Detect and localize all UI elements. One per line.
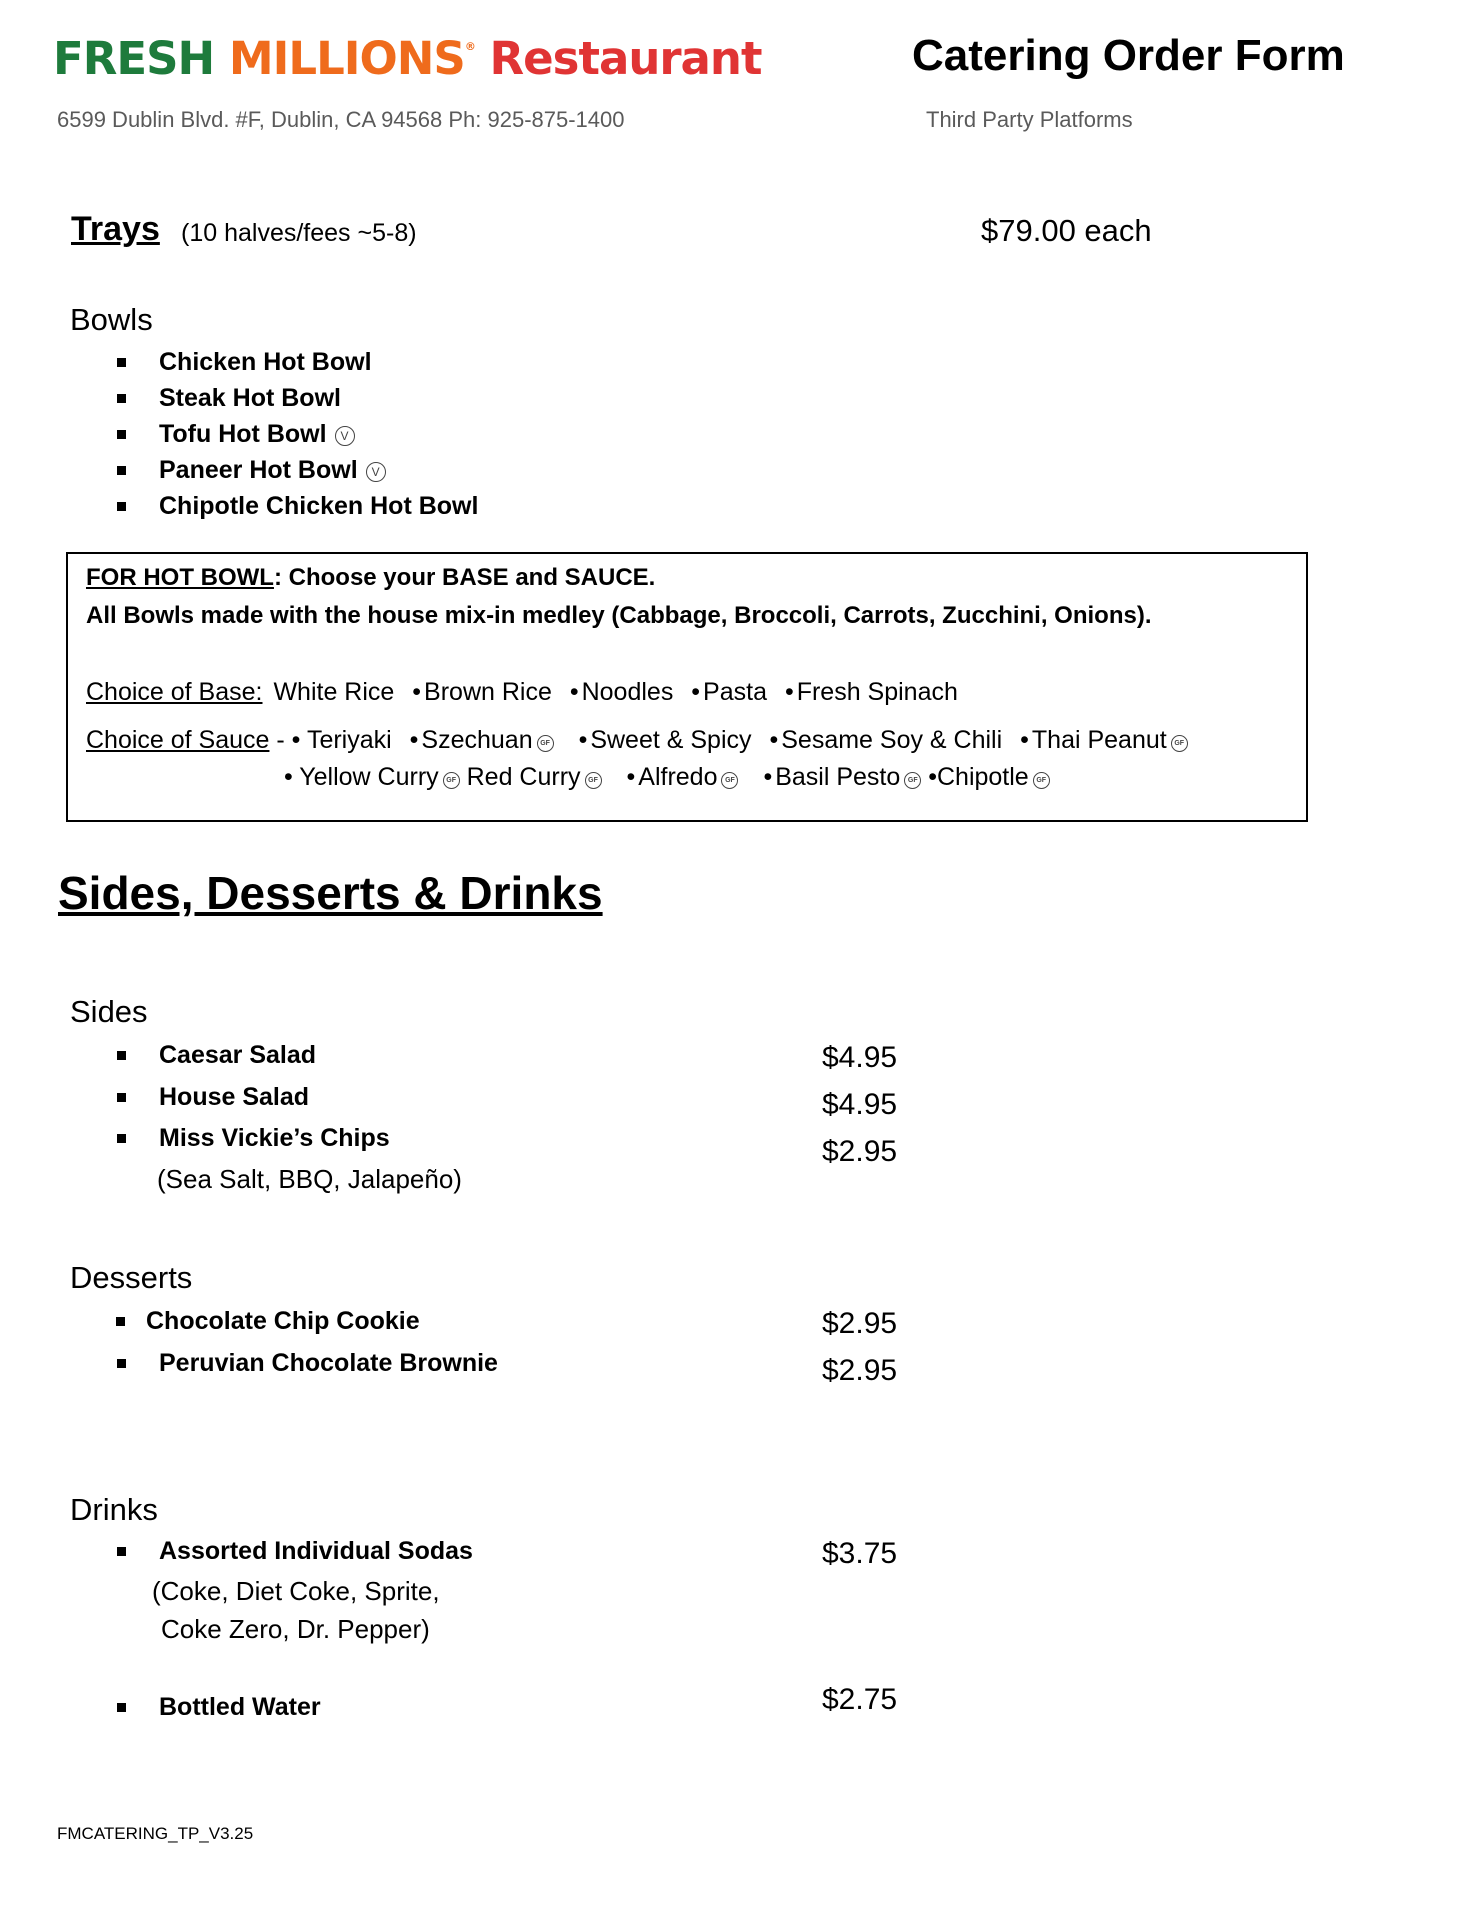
logo-restaurant: Restaurant xyxy=(489,32,762,85)
bowls-heading: Bowls xyxy=(70,302,153,337)
medley-note: All Bowls made with the house mix-in medley (Cabbage, Broccoli, Carrots, Zucchini, Onions). xyxy=(86,602,1152,629)
list-item: Peruvian Chocolate Brownie xyxy=(159,1349,498,1378)
list-item: House Salad xyxy=(159,1083,309,1112)
restaurant-address: 6599 Dublin Blvd. #F, Dublin, CA 94568 Ph: 925-875-1400 xyxy=(57,107,625,132)
bullet-icon xyxy=(117,466,126,475)
bullet-icon xyxy=(117,394,126,403)
sides-heading: Sides xyxy=(70,994,148,1029)
gluten-free-icon: GF xyxy=(1033,772,1050,789)
form-version-code: FMCATERING_TP_V3.25 xyxy=(57,1824,254,1843)
price: $3.75 xyxy=(822,1537,898,1570)
bullet-icon xyxy=(117,1547,126,1556)
list-item: Chocolate Chip Cookie xyxy=(146,1307,420,1336)
logo-registered-mark: ® xyxy=(464,40,475,53)
bullet-icon xyxy=(117,1134,126,1143)
list-item: Paneer Hot Bowl V xyxy=(159,456,386,485)
list-item: Tofu Hot Bowl V xyxy=(159,420,355,449)
gluten-free-icon: GF xyxy=(585,772,602,789)
gluten-free-icon: GF xyxy=(443,772,460,789)
section-title: Sides, Desserts & Drinks xyxy=(58,867,603,919)
soda-options-line-1: (Coke, Diet Coke, Sprite, xyxy=(152,1576,440,1606)
price: $4.95 xyxy=(822,1088,898,1121)
hot-bowl-instructions: FOR HOT BOWL: Choose your BASE and SAUCE. xyxy=(86,564,656,591)
list-item: Steak Hot Bowl xyxy=(159,384,341,413)
list-item: Chicken Hot Bowl xyxy=(159,348,372,377)
trays-price: $79.00 each xyxy=(981,213,1152,248)
sauce-choices-row-2: • Yellow Curry GF Red Curry GF • Alfredo GF • Basil Pesto GF •Chipotle GF xyxy=(284,763,1050,792)
bullet-icon xyxy=(117,1359,126,1368)
list-item: Bottled Water xyxy=(159,1693,321,1722)
restaurant-logo xyxy=(53,32,762,85)
trays-title: Trays xyxy=(71,210,160,248)
form-subtitle: Third Party Platforms xyxy=(926,107,1133,132)
bullet-icon xyxy=(116,1317,125,1326)
price: $2.95 xyxy=(822,1307,898,1340)
vegetarian-icon: V xyxy=(366,462,386,482)
bullet-icon xyxy=(117,1051,126,1060)
gluten-free-icon: GF xyxy=(721,772,738,789)
logo-fresh: FRESH xyxy=(53,32,215,85)
vegetarian-icon: V xyxy=(335,426,355,446)
price: $2.95 xyxy=(822,1135,898,1168)
bullet-icon xyxy=(117,1093,126,1102)
soda-options-line-2: Coke Zero, Dr. Pepper) xyxy=(161,1614,430,1644)
gluten-free-icon: GF xyxy=(537,735,554,752)
price: $2.75 xyxy=(822,1683,898,1716)
drinks-heading: Drinks xyxy=(70,1492,158,1527)
bullet-icon xyxy=(117,502,126,511)
list-item: Chipotle Chicken Hot Bowl xyxy=(159,492,478,521)
bullet-icon xyxy=(117,358,126,367)
base-choices: Choice of Base: White Rice • Brown Rice • Noodles • Pasta • Fresh Spinach xyxy=(86,678,958,706)
desserts-heading: Desserts xyxy=(70,1260,193,1295)
gluten-free-icon: GF xyxy=(904,772,921,789)
hot-bowl-options-box xyxy=(66,552,1308,822)
list-item: Caesar Salad xyxy=(159,1041,316,1070)
price: $2.95 xyxy=(822,1354,898,1387)
sauce-choices-row-1: Choice of Sauce - • Teriyaki • Szechuan GF • Sweet & Spicy • Sesame Soy & Chili • Thai Peanut GF xyxy=(86,726,1188,755)
price: $4.95 xyxy=(822,1041,898,1074)
logo-millions: MILLIONS xyxy=(228,32,465,85)
trays-note: (10 halves/fees ~5-8) xyxy=(181,219,417,247)
gluten-free-icon: GF xyxy=(1171,735,1188,752)
list-item: Assorted Individual Sodas xyxy=(159,1537,473,1566)
bullet-icon xyxy=(117,430,126,439)
list-item: Miss Vickie’s Chips xyxy=(159,1124,390,1153)
form-title: Catering Order Form xyxy=(912,31,1345,80)
bullet-icon xyxy=(117,1703,126,1712)
chips-flavors: (Sea Salt, BBQ, Jalapeño) xyxy=(157,1164,462,1194)
